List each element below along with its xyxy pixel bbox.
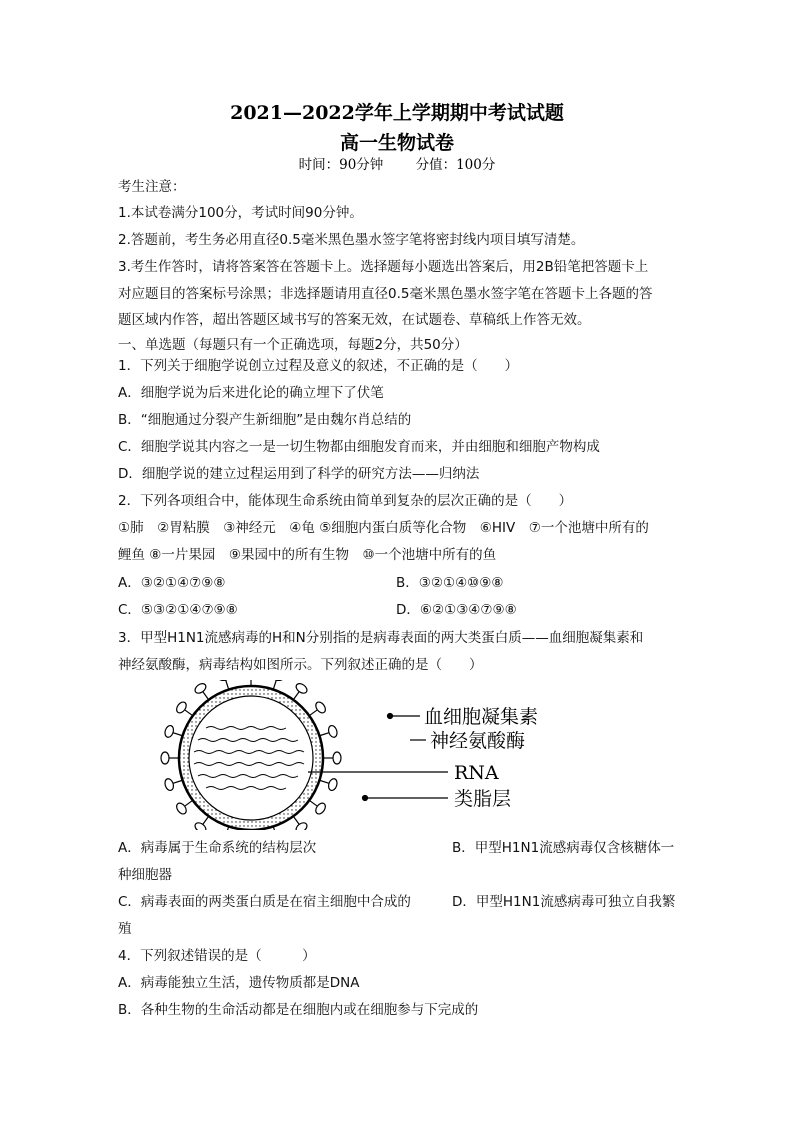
note-3-line-3: 题区域内作答，超出答题区域书写的答案无效，在试题卷、草稿纸上作答无效。 — [118, 312, 591, 328]
q2-option-b: B．③②①④⑩⑨⑧ — [396, 575, 504, 591]
neuraminidase-spike-icon — [175, 801, 189, 815]
q3-option-a: A．病毒属于生命系统的结构层次 — [118, 840, 317, 856]
label-lipid-layer: 类脂层 — [454, 788, 512, 810]
spike-stem — [309, 800, 317, 806]
q4-option-b: B．各种生物的生命活动都是在细胞内或在细胞参与下完成的 — [118, 1002, 479, 1018]
q2-option-d: D．⑥②①③④⑦⑨⑧ — [396, 602, 517, 618]
spike-stem — [293, 816, 299, 824]
spike-stem — [185, 710, 193, 716]
spike-stem — [293, 692, 299, 700]
hemagglutinin-spike-icon — [294, 682, 308, 696]
spike-stem — [203, 816, 209, 824]
label-hemagglutinin: 血细胞凝集素 — [424, 706, 539, 728]
exam-time: 时间：90分钟 — [298, 157, 384, 173]
exam-meta — [0, 153, 794, 173]
spike-stem — [319, 780, 329, 783]
hemagglutinin-spike-icon — [193, 821, 207, 830]
spike-stem — [309, 710, 317, 716]
neuraminidase-spike-icon — [161, 752, 169, 764]
spike-stem — [173, 780, 183, 783]
label-neuraminidase: 神经氨酸酶 — [430, 730, 526, 752]
exam-score: 分值：100分 — [415, 157, 496, 173]
exam-title: 2021—2022学年上学期期中考试试题 — [230, 102, 564, 124]
note-3-line-1: 3.考生作答时，请将答案答在答题卡上。选择题每小题选出答案后，用2B铅笔把答题卡上 — [118, 259, 649, 275]
spike-stem — [173, 733, 183, 736]
virus-diagram — [118, 680, 678, 830]
hemagglutinin-spike-icon — [193, 682, 207, 696]
q2-option-c: C．⑤③②①④⑦⑨⑧ — [118, 602, 238, 618]
spike-stem — [185, 800, 193, 806]
q3-stem-line-1: 3．甲型H1N1流感病毒的H和N分别指的是病毒表面的两大类蛋白质——血细胞凝集素和 — [118, 630, 644, 646]
spike-stem — [273, 680, 276, 690]
q1-option-a: A．细胞学说为后来进化论的确立埋下了伏笔 — [118, 385, 384, 401]
q3-option-c-line-1: C．病毒表面的两类蛋白质是在宿主细胞中合成的 — [118, 894, 411, 910]
neuraminidase-spike-icon — [175, 700, 189, 714]
q4-stem: 4．下列叙述错误的是（ ） — [118, 948, 316, 964]
q1-stem: 1．下列关于细胞学说创立过程及意义的叙述，不正确的是（ ） — [118, 358, 519, 374]
spike-stem — [226, 680, 229, 690]
note-2: 2.答题前，考生务必用直径0.5毫米黑色墨水签字笔将密封线内项目填写清楚。 — [118, 232, 585, 248]
note-3-line-2: 对应题目的答案标号涂黑；非选择题请用直径0.5毫米黑色墨水签字笔在答题卡上各题的答 — [118, 286, 653, 302]
q4-option-a: A．病毒能独立生活，遗传物质都是DNA — [118, 975, 360, 991]
q2-option-a: A．③②①④⑦⑨⑧ — [118, 575, 226, 591]
q3-option-d: D．甲型H1N1流感病毒可独立自我繁 — [452, 894, 676, 910]
exam-subtitle: 高一生物试卷 — [339, 132, 454, 154]
label-rna: RNA — [454, 762, 499, 784]
q2-items-line-2: 鲤鱼 ⑧一片果园 ⑨果园中的所有生物 ⑩一个池塘中所有的鱼 — [118, 547, 497, 563]
neuraminidase-spike-icon — [217, 680, 231, 682]
q1-option-b: B．“细胞通过分裂产生新细胞”是由魏尔肖总结的 — [118, 412, 412, 428]
neuraminidase-spike-icon — [314, 801, 328, 815]
section-heading: 一、单选题（每题只有一个正确选项，每题2分，共50分） — [118, 337, 468, 353]
q1-option-d: D．细胞学说的建立过程运用到了科学的研究方法——归纳法 — [118, 466, 480, 482]
hemagglutinin-spike-icon — [164, 778, 175, 792]
q3-stem-line-2: 神经氨酸酶，病毒结构如图所示。下列叙述正确的是（ ） — [118, 657, 483, 673]
q1-option-c: C．细胞学说其内容之一是一切生物都由细胞发育而来，并由细胞和细胞产物构成 — [118, 439, 600, 455]
q3-option-b-line-1: B．甲型H1N1流感病毒仅含核糖体一 — [452, 840, 675, 856]
hemagglutinin-spike-icon — [164, 724, 175, 738]
note-1: 1.本试卷满分100分，考试时间90分钟。 — [118, 205, 363, 221]
q2-items-line-1: ①肺 ②胃粘膜 ③神经元 ④龟 ⑤细胞内蛋白质等化合物 ⑥HIV ⑦一个池塘中所有的 — [118, 520, 649, 536]
neuraminidase-spike-icon — [314, 700, 328, 714]
spike-stem — [319, 733, 329, 736]
q3-option-c-line-2: 殖 — [118, 921, 132, 937]
hemagglutinin-spike-icon — [327, 724, 338, 738]
q3-option-b-line-2: 种细胞器 — [118, 867, 172, 883]
capsid-boundary — [189, 696, 313, 820]
neuraminidase-spike-icon — [271, 680, 285, 682]
notes-heading: 考生注意： — [118, 179, 186, 195]
hemagglutinin-spike-icon — [294, 821, 308, 830]
neuraminidase-spike-icon — [333, 752, 341, 764]
hemagglutinin-spike-icon — [327, 778, 338, 792]
q2-stem: 2．下列各项组合中，能体现生命系统由简单到复杂的层次正确的是（ ） — [118, 493, 573, 509]
spike-stem — [203, 692, 209, 700]
